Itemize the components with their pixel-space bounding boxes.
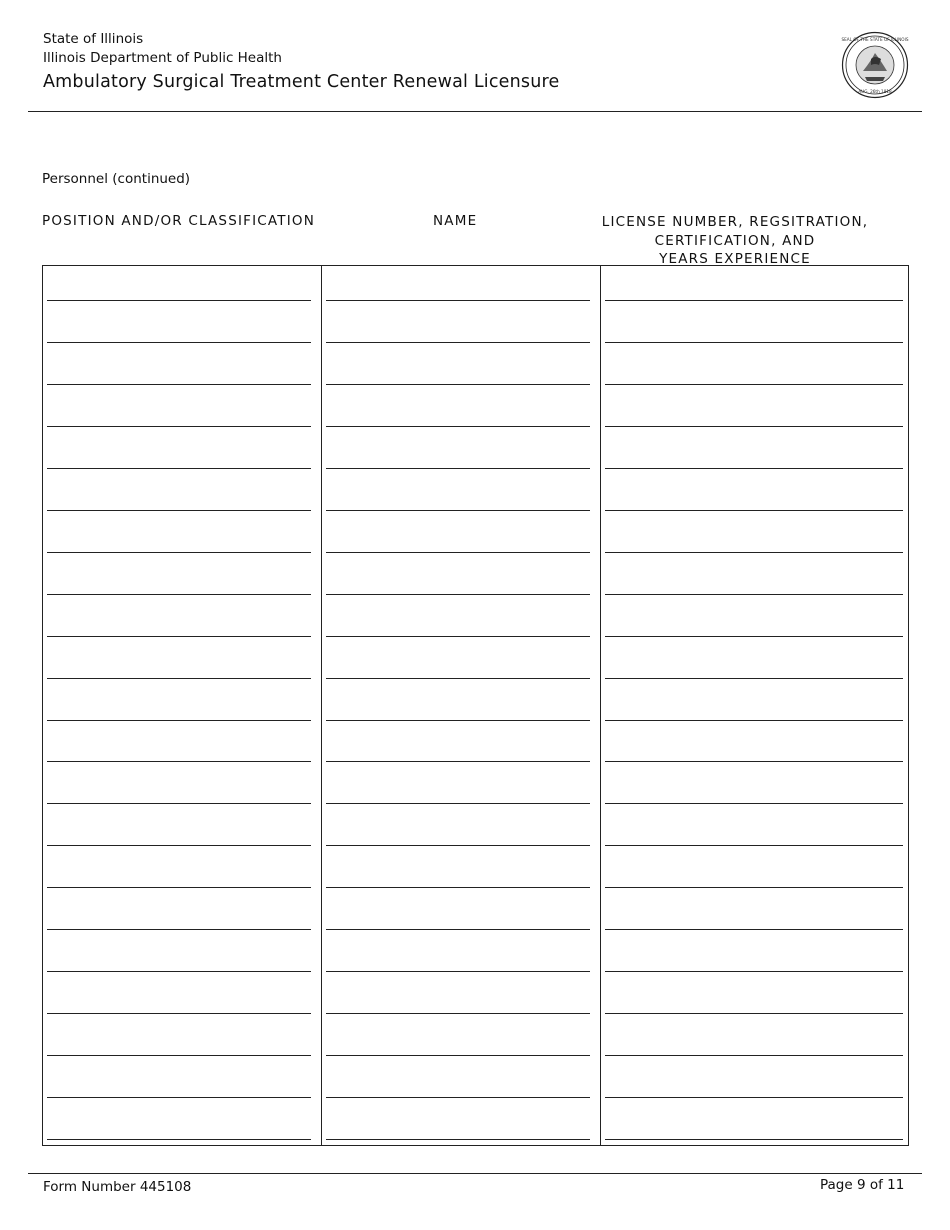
entry-line[interactable] [605, 845, 903, 846]
entry-line[interactable] [326, 971, 590, 972]
column-header-license-line1: LICENSE NUMBER, REGSITRATION, [601, 214, 869, 230]
entry-line[interactable] [326, 720, 590, 721]
entry-line[interactable] [605, 678, 903, 679]
column-divider [321, 266, 322, 1145]
entry-line[interactable] [326, 845, 590, 846]
column-header-name: NAME [433, 213, 478, 229]
entry-line[interactable] [605, 426, 903, 427]
entry-line[interactable] [605, 342, 903, 343]
entry-line[interactable] [605, 1055, 903, 1056]
entry-line[interactable] [47, 510, 311, 511]
personnel-table [42, 265, 909, 1146]
entry-line[interactable] [326, 1139, 590, 1140]
column-header-license-line3: YEARS EXPERIENCE [659, 251, 811, 268]
state-seal-icon [841, 31, 909, 99]
entry-line[interactable] [605, 761, 903, 762]
entry-line[interactable] [326, 510, 590, 511]
entry-line[interactable] [47, 929, 311, 930]
department-name: Illinois Department of Public Health [43, 50, 282, 66]
entry-line[interactable] [47, 384, 311, 385]
entry-line[interactable] [326, 342, 590, 343]
entry-line[interactable] [326, 887, 590, 888]
entry-line[interactable] [605, 1139, 903, 1140]
entry-line[interactable] [47, 887, 311, 888]
entry-line[interactable] [326, 300, 590, 301]
form-number: Form Number 445108 [43, 1179, 192, 1195]
entry-line[interactable] [605, 552, 903, 553]
entry-line[interactable] [326, 803, 590, 804]
entry-line[interactable] [47, 803, 311, 804]
entry-line[interactable] [605, 887, 903, 888]
state-name: State of Illinois [43, 31, 144, 47]
entry-line[interactable] [326, 594, 590, 595]
entry-line[interactable] [47, 300, 311, 301]
entry-line[interactable] [605, 594, 903, 595]
section-label: Personnel (continued) [42, 171, 191, 187]
entry-line[interactable] [605, 1097, 903, 1098]
entry-line[interactable] [605, 929, 903, 930]
entry-line[interactable] [605, 300, 903, 301]
entry-line[interactable] [47, 636, 311, 637]
entry-line[interactable] [326, 678, 590, 679]
page-number: Page 9 of 11 [820, 1177, 905, 1193]
entry-line[interactable] [47, 1097, 311, 1098]
column-divider [600, 266, 601, 1145]
entry-line[interactable] [605, 1013, 903, 1014]
entry-line[interactable] [605, 803, 903, 804]
entry-line[interactable] [326, 761, 590, 762]
entry-line[interactable] [326, 1097, 590, 1098]
entry-line[interactable] [326, 468, 590, 469]
footer-divider [28, 1173, 922, 1174]
entry-line[interactable] [605, 636, 903, 637]
entry-line[interactable] [47, 845, 311, 846]
entry-line[interactable] [47, 1013, 311, 1014]
entry-line[interactable] [326, 384, 590, 385]
entry-line[interactable] [47, 678, 311, 679]
header-divider [28, 111, 922, 112]
entry-line[interactable] [47, 342, 311, 343]
entry-line[interactable] [47, 971, 311, 972]
entry-line[interactable] [326, 929, 590, 930]
column-header-license [600, 213, 870, 269]
entry-line[interactable] [47, 594, 311, 595]
entry-line[interactable] [47, 720, 311, 721]
entry-line[interactable] [47, 1139, 311, 1140]
entry-line[interactable] [326, 426, 590, 427]
entry-line[interactable] [47, 761, 311, 762]
column-header-position: POSITION AND/OR CLASSIFICATION [42, 213, 316, 229]
entry-line[interactable] [326, 1013, 590, 1014]
entry-line[interactable] [605, 720, 903, 721]
entry-line[interactable] [326, 552, 590, 553]
seal-text: SEAL OF THE STATE OF ILLINOIS [841, 37, 909, 42]
entry-line[interactable] [47, 1055, 311, 1056]
entry-line[interactable] [47, 426, 311, 427]
seal-date: AUG. 26th 1818 [858, 89, 892, 94]
entry-line[interactable] [326, 1055, 590, 1056]
entry-line[interactable] [47, 468, 311, 469]
entry-line[interactable] [605, 971, 903, 972]
entry-line[interactable] [326, 636, 590, 637]
entry-line[interactable] [605, 510, 903, 511]
column-header-license-line2: CERTIFICATION, AND [654, 232, 816, 249]
entry-line[interactable] [605, 384, 903, 385]
entry-line[interactable] [605, 468, 903, 469]
entry-line[interactable] [47, 552, 311, 553]
form-title: Ambulatory Surgical Treatment Center Renewal Licensure [43, 72, 560, 92]
